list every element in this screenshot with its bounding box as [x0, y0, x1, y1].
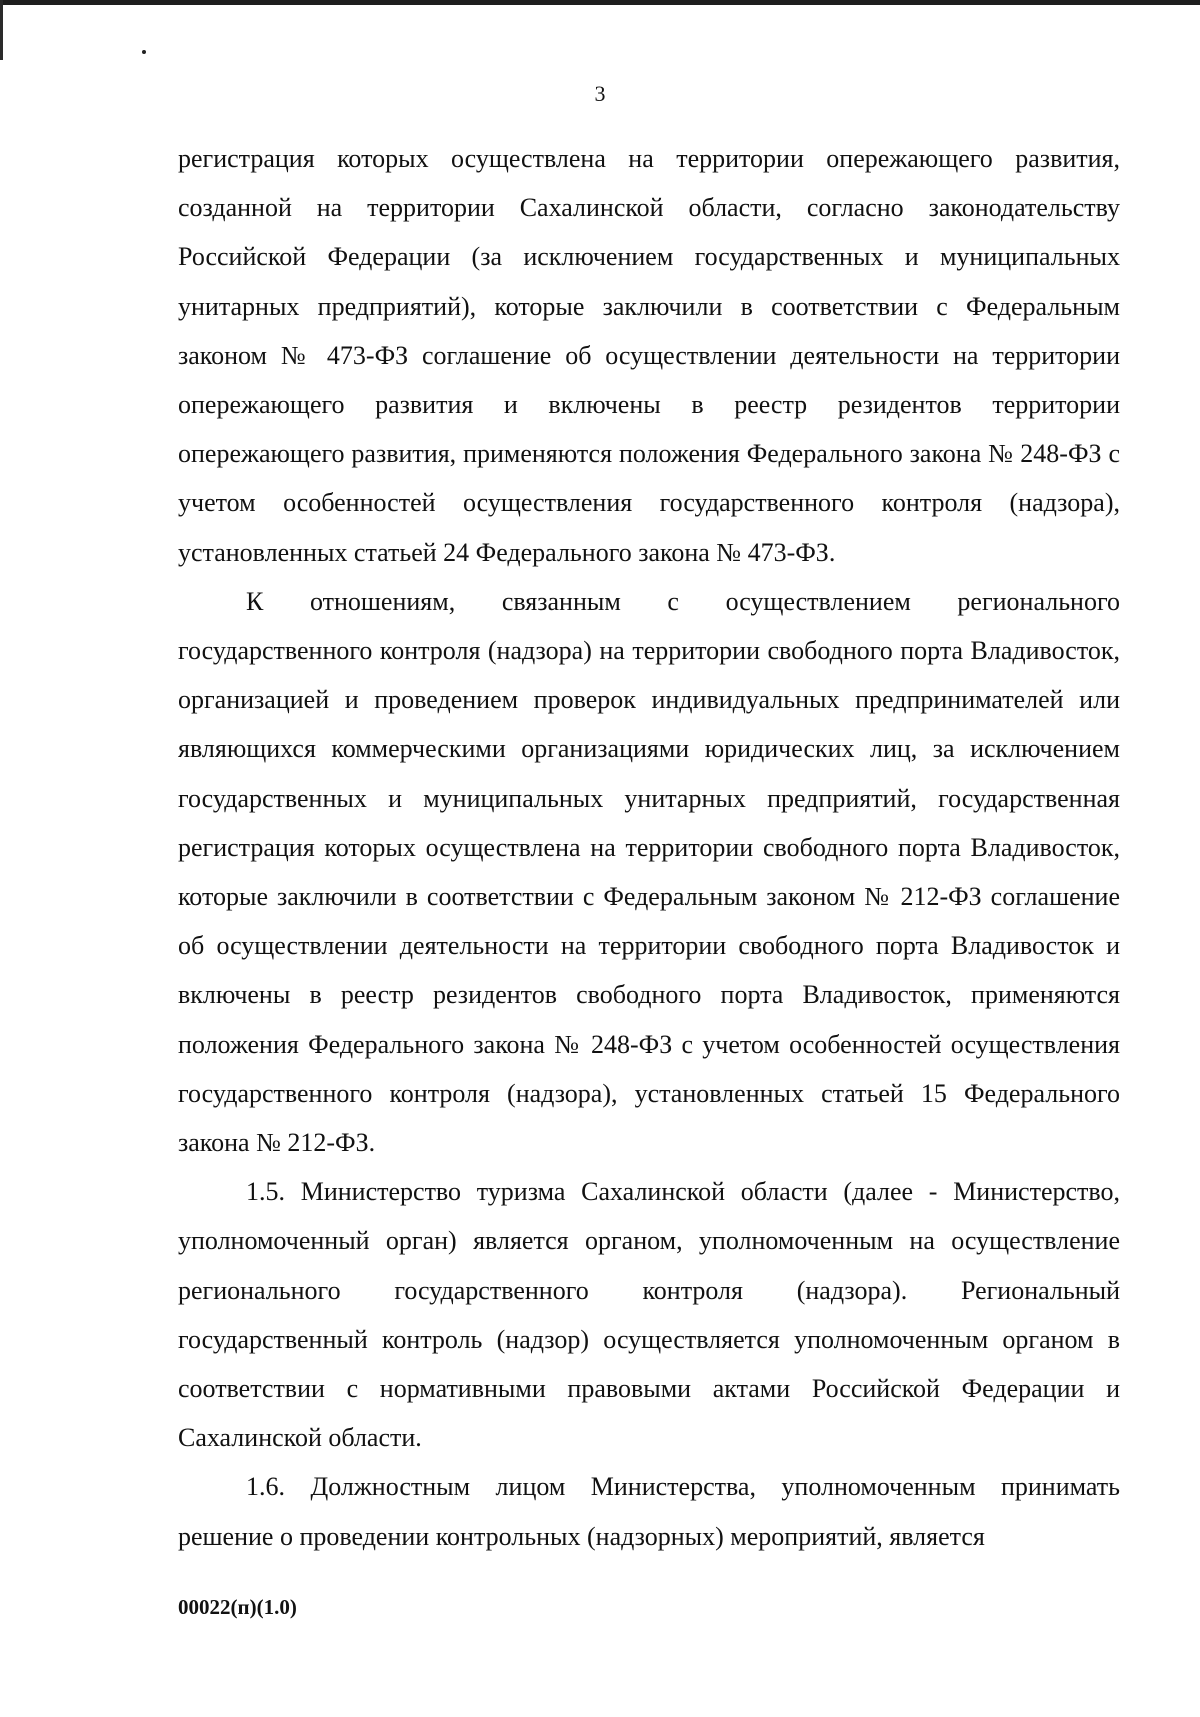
paragraph-1-5: 1.5. Министерство туризма Сахалинской области (далее - Министерство, уполномоченный орган) является органом, уполномоченным на осуществление регионального государственного контроля (надзора). Региональный государственный контроль (надзор) осуществляется уполномоченным органом в соответствии с нормативными правовыми актами Российской Федерации и Сахалинской области. — [178, 1177, 1120, 1453]
document-body — [178, 134, 1120, 1561]
scan-edge-top — [0, 0, 1200, 5]
scan-edge-left — [0, 0, 3, 60]
scan-speck — [142, 50, 146, 54]
paragraph-vladivostok: К отношениям, связанным с осуществлением регионального государственного контроля (надзора) на территории свободного порта Владивосток, организацией и проведением проверок индивидуальных предпринимателей или являющихся коммерческими организациями юридических лиц, за исключением государственных и муниципальных унитарных предприятий, государственная регистрация которых осуществлена на территории свободного порта Владивосток, которые заключили в соответствии с Федеральным законом № 212-ФЗ соглашение об осуществлении деятельности на территории свободного порта Владивосток и включены в реестр резидентов свободного порта Владивосток, применяются положения Федерального закона № 248-ФЗ с учетом особенностей осуществления государственного контроля (надзора), установленных статьей 15 Федерального закона № 212-ФЗ. — [178, 586, 1120, 1158]
document-code: 00022(п)(1.0) — [178, 1595, 297, 1619]
paragraph-continuation: регистрация которых осуществлена на территории опережающего развития, созданной на территории Сахалинской области, согласно законодательству Российской Федерации (за исключением государственных и муниципальных унитарных предприятий), которые заключили в соответствии с Федеральным законом № 473-ФЗ соглашение об осуществлении деятельности на территории опережающего развития и включены в реестр резидентов территории опережающего развития, применяются положения Федерального закона № 248-ФЗ с учетом особенностей осуществления государственного контроля (надзора), установленных статьей 24 Федерального закона № 473-ФЗ. — [178, 144, 1120, 567]
paragraph-1-6: 1.6. Должностным лицом Министерства, уполномоченным принимать решение о проведении контрольных (надзорных) мероприятий, является — [178, 1472, 1120, 1551]
page-number: 3 — [594, 81, 606, 106]
